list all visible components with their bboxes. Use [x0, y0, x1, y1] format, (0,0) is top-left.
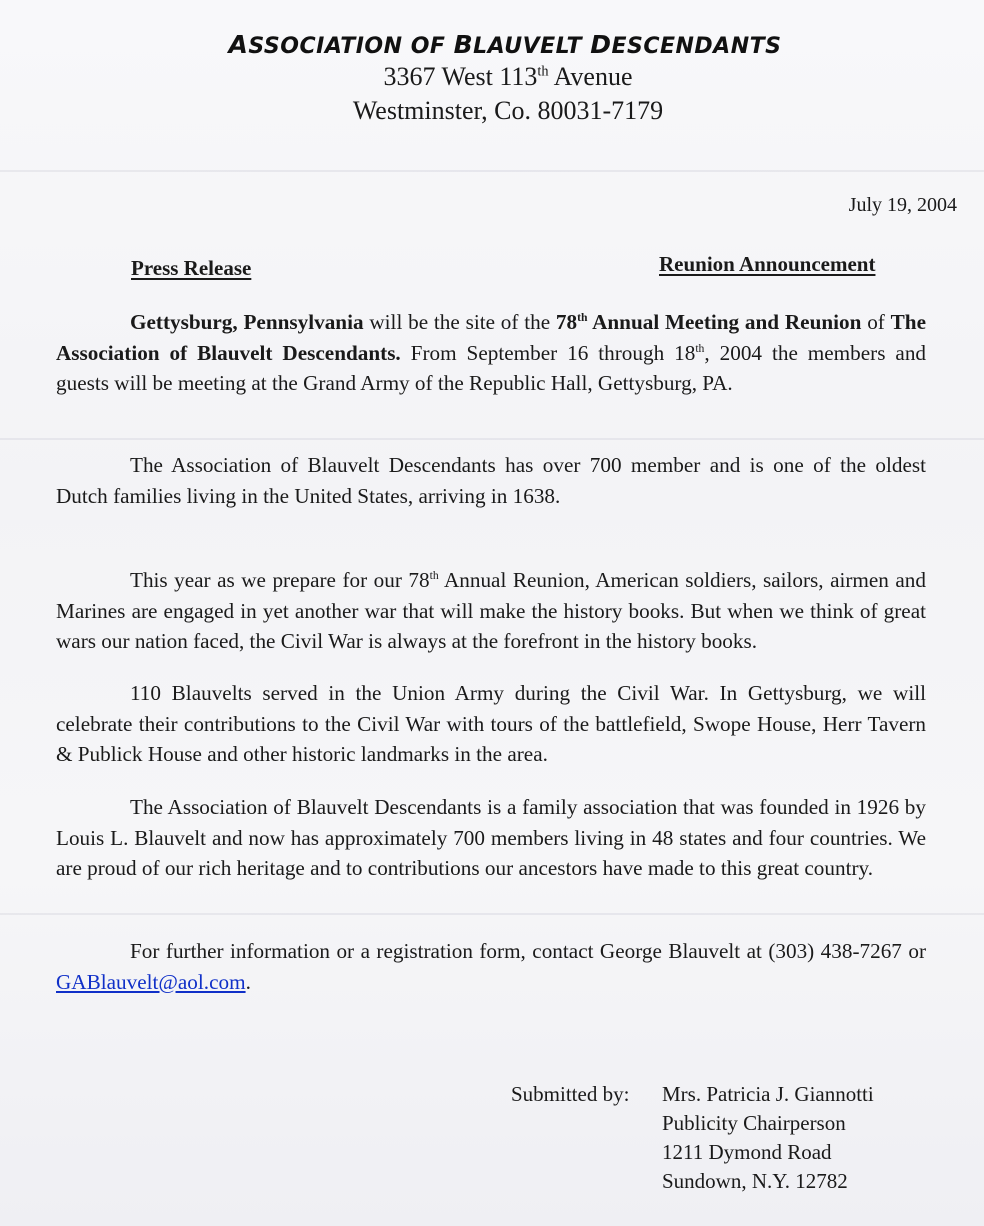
ordinal-suffix: th [429, 568, 439, 582]
signature-title: Publicity Chairperson [662, 1111, 846, 1135]
bold-event: Annual Meeting and Reunion [587, 310, 862, 334]
paragraph-contact [56, 936, 926, 997]
letter-date: July 19, 2004 [848, 194, 957, 216]
ordinal-suffix: th [577, 310, 588, 324]
paper-fold [0, 438, 984, 440]
signature-block [662, 1080, 874, 1196]
submitted-by-label: Submitted by: [511, 1082, 630, 1106]
paragraph-war-context [56, 565, 926, 657]
org-name-initial: D [590, 30, 612, 59]
ordinal-suffix: th [695, 341, 705, 355]
ordinal-suffix: th [537, 63, 549, 80]
organization-name [0, 30, 984, 59]
paragraph-civil-war [56, 678, 926, 770]
address-street-text: Avenue [548, 62, 633, 91]
email-link[interactable]: GABlauvelt@aol.com [56, 969, 246, 994]
paragraph-text: From September 16 through 18 [400, 340, 696, 365]
heading-reunion-announcement: Reunion Announcement [659, 252, 876, 276]
heading-press-release: Press Release [131, 256, 252, 280]
paragraph-text: The Association of Blauvelt Descendants has over 700 member and is one of the oldest Dutch families living in the United States, arriving in 1638. [56, 453, 926, 508]
paragraph-text: Annual Reunion, American soldiers, sailors, airmen and Marines are engaged in yet another war that will make the history books. But when we think of great wars our nation faced, the Civil War is always at the forefront in the history books. [56, 568, 926, 653]
paragraph-text: , 2004 the members and guests will be meeting at the Grand Army of the Republic Hall, Gettysburg, PA. [56, 340, 927, 395]
org-name-initial: A [228, 30, 249, 59]
paragraph-announcement [56, 307, 926, 399]
paragraph-text: 110 Blauvelts served in the Union Army during the Civil War. In Gettysburg, we will celebrate their contributions to the Civil War with tours of the battlefield, Swope House, Herr Tavern & Publick House and other historic landmarks in the area. [56, 681, 926, 766]
address-city: Westminster, Co. 80031-7179 [352, 96, 664, 125]
address-street-text: 3367 West 113 [383, 62, 538, 91]
org-name-part: ESCENDANTS [611, 34, 782, 59]
signature-name: Mrs. Patricia J. Giannotti [662, 1082, 874, 1106]
paper-fold [0, 170, 984, 172]
paragraph-text: of [861, 310, 891, 334]
bold-organization: The Association of Blauvelt Descendants. [56, 310, 926, 365]
paper-fold [0, 913, 984, 915]
paragraph-membership [56, 450, 926, 511]
org-name-initial: B [453, 30, 474, 59]
bold-location: Gettysburg, Pennsylvania [130, 310, 364, 334]
paragraph-text: . [245, 969, 251, 994]
org-name-part: LAUVELT [473, 34, 591, 59]
paragraph-text: This year as we prepare for our 78 [130, 568, 430, 592]
paragraph-text: The Association of Blauvelt Descendants is a family association that was founded in 1926 by Louis L. Blauvelt and now has approximately 700 members living in 48 states and four countries. We are proud of our rich heritage and to contributions our ancestors have made to this great country. [56, 795, 926, 880]
paragraph-history [56, 792, 926, 884]
paragraph-text: For further information or a registration form, contact George Blauvelt at (303) 438-7267 or [130, 939, 926, 963]
paragraph-text: will be the site of the [363, 310, 556, 334]
org-name-part: SSOCIATION OF [248, 34, 454, 59]
address-street [0, 62, 984, 92]
signature-city: Sundown, N.Y. 12782 [662, 1169, 848, 1193]
signature-street: 1211 Dymond Road [662, 1140, 832, 1164]
bold-ordinal: 78 [555, 310, 578, 334]
